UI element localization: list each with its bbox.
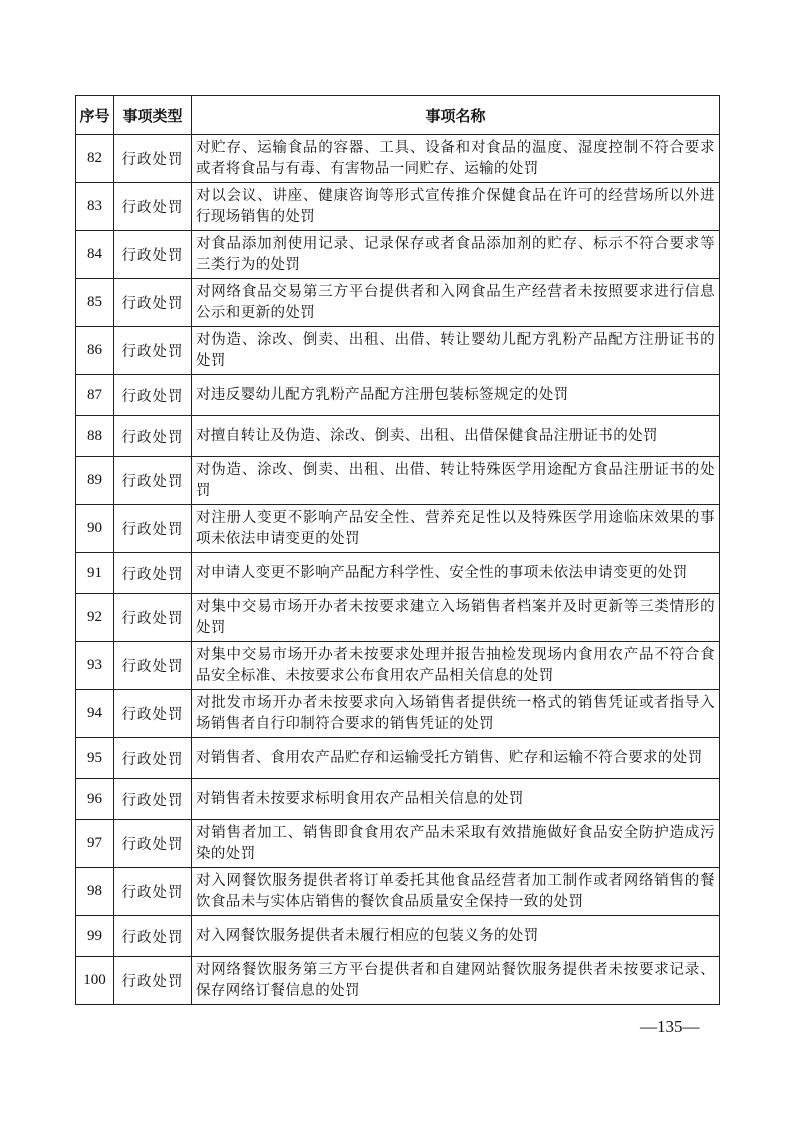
row-number: 91 (76, 553, 114, 594)
row-number: 98 (76, 868, 114, 916)
row-number: 100 (76, 957, 114, 1005)
row-type: 行政处罚 (114, 820, 192, 868)
row-name: 对伪造、涂改、倒卖、出租、出借、转让特殊医学用途配方食品注册证书的处罚 (192, 457, 720, 505)
row-number: 83 (76, 183, 114, 231)
row-name: 对网络食品交易第三方平台提供者和入网食品生产经营者未按照要求进行信息公示和更新的处罚 (192, 279, 720, 327)
table-row (76, 457, 720, 505)
table-row (76, 916, 720, 957)
row-name: 对擅自转让及伪造、涂改、倒卖、出租、出借保健食品注册证书的处罚 (192, 416, 720, 457)
row-type: 行政处罚 (114, 642, 192, 690)
row-name: 对集中交易市场开办者未按要求处理并报告抽检发现场内食用农产品不符合食品安全标准、未按要求公布食用农产品相关信息的处罚 (192, 642, 720, 690)
row-number: 89 (76, 457, 114, 505)
table-row (76, 279, 720, 327)
row-name: 对食品添加剂使用记录、记录保存或者食品添加剂的贮存、标示不符合要求等三类行为的处罚 (192, 231, 720, 279)
table-row (76, 779, 720, 820)
row-number: 85 (76, 279, 114, 327)
table-row (76, 868, 720, 916)
table-row (76, 183, 720, 231)
row-name: 对销售者、食用农产品贮存和运输受托方销售、贮存和运输不符合要求的处罚 (192, 738, 720, 779)
row-type: 行政处罚 (114, 553, 192, 594)
table-row (76, 553, 720, 594)
row-type: 行政处罚 (114, 957, 192, 1005)
header-number: 序号 (76, 96, 114, 135)
row-number: 84 (76, 231, 114, 279)
row-type: 行政处罚 (114, 738, 192, 779)
row-type: 行政处罚 (114, 868, 192, 916)
row-type: 行政处罚 (114, 594, 192, 642)
row-type: 行政处罚 (114, 327, 192, 375)
table-row (76, 375, 720, 416)
row-name: 对注册人变更不影响产品安全性、营养充足性以及特殊医学用途临床效果的事项未依法申请变更的处罚 (192, 505, 720, 553)
table-row (76, 327, 720, 375)
row-number: 86 (76, 327, 114, 375)
row-type: 行政处罚 (114, 505, 192, 553)
row-type: 行政处罚 (114, 416, 192, 457)
row-name: 对入网餐饮服务提供者将订单委托其他食品经营者加工制作或者网络销售的餐饮食品未与实体店销售的餐饮食品质量安全保持一致的处罚 (192, 868, 720, 916)
row-number: 87 (76, 375, 114, 416)
row-name: 对贮存、运输食品的容器、工具、设备和对食品的温度、湿度控制不符合要求或者将食品与有毒、有害物品一同贮存、运输的处罚 (192, 135, 720, 183)
row-name: 对以会议、讲座、健康咨询等形式宣传推介保健食品在许可的经营场所以外进行现场销售的处罚 (192, 183, 720, 231)
row-number: 93 (76, 642, 114, 690)
header-type: 事项类型 (114, 96, 192, 135)
row-name: 对违反婴幼儿配方乳粉产品配方注册包装标签规定的处罚 (192, 375, 720, 416)
row-type: 行政处罚 (114, 135, 192, 183)
row-name: 对伪造、涂改、倒卖、出租、出借、转让婴幼儿配方乳粉产品配方注册证书的处罚 (192, 327, 720, 375)
table-row (76, 690, 720, 738)
row-name: 对销售者未按要求标明食用农产品相关信息的处罚 (192, 779, 720, 820)
table-row (76, 738, 720, 779)
row-number: 90 (76, 505, 114, 553)
row-name: 对申请人变更不影响产品配方科学性、安全性的事项未依法申请变更的处罚 (192, 553, 720, 594)
row-name: 对集中交易市场开办者未按要求建立入场销售者档案并及时更新等三类情形的处罚 (192, 594, 720, 642)
row-type: 行政处罚 (114, 183, 192, 231)
row-type: 行政处罚 (114, 690, 192, 738)
row-number: 97 (76, 820, 114, 868)
table-row (76, 957, 720, 1005)
row-type: 行政处罚 (114, 779, 192, 820)
matters-table (75, 95, 720, 1005)
row-type: 行政处罚 (114, 231, 192, 279)
table-row (76, 820, 720, 868)
row-type: 行政处罚 (114, 916, 192, 957)
row-number: 94 (76, 690, 114, 738)
row-name: 对销售者加工、销售即食食用农产品未采取有效措施做好食品安全防护造成污染的处罚 (192, 820, 720, 868)
row-name: 对批发市场开办者未按要求向入场销售者提供统一格式的销售凭证或者指导入场销售者自行印制符合要求的销售凭证的处罚 (192, 690, 720, 738)
table-row (76, 416, 720, 457)
row-number: 96 (76, 779, 114, 820)
row-number: 82 (76, 135, 114, 183)
row-type: 行政处罚 (114, 457, 192, 505)
table-row (76, 505, 720, 553)
header-name: 事项名称 (192, 96, 720, 135)
row-number: 99 (76, 916, 114, 957)
table-row (76, 231, 720, 279)
table-row (76, 642, 720, 690)
table-row (76, 135, 720, 183)
row-type: 行政处罚 (114, 375, 192, 416)
row-number: 88 (76, 416, 114, 457)
row-number: 92 (76, 594, 114, 642)
table-row (76, 594, 720, 642)
row-number: 95 (76, 738, 114, 779)
row-name: 对网络餐饮服务第三方平台提供者和自建网站餐饮服务提供者未按要求记录、保存网络订餐信息的处罚 (192, 957, 720, 1005)
table-header-row (76, 96, 720, 135)
row-name: 对入网餐饮服务提供者未履行相应的包装义务的处罚 (192, 916, 720, 957)
page-number: —135— (640, 1017, 700, 1036)
row-type: 行政处罚 (114, 279, 192, 327)
